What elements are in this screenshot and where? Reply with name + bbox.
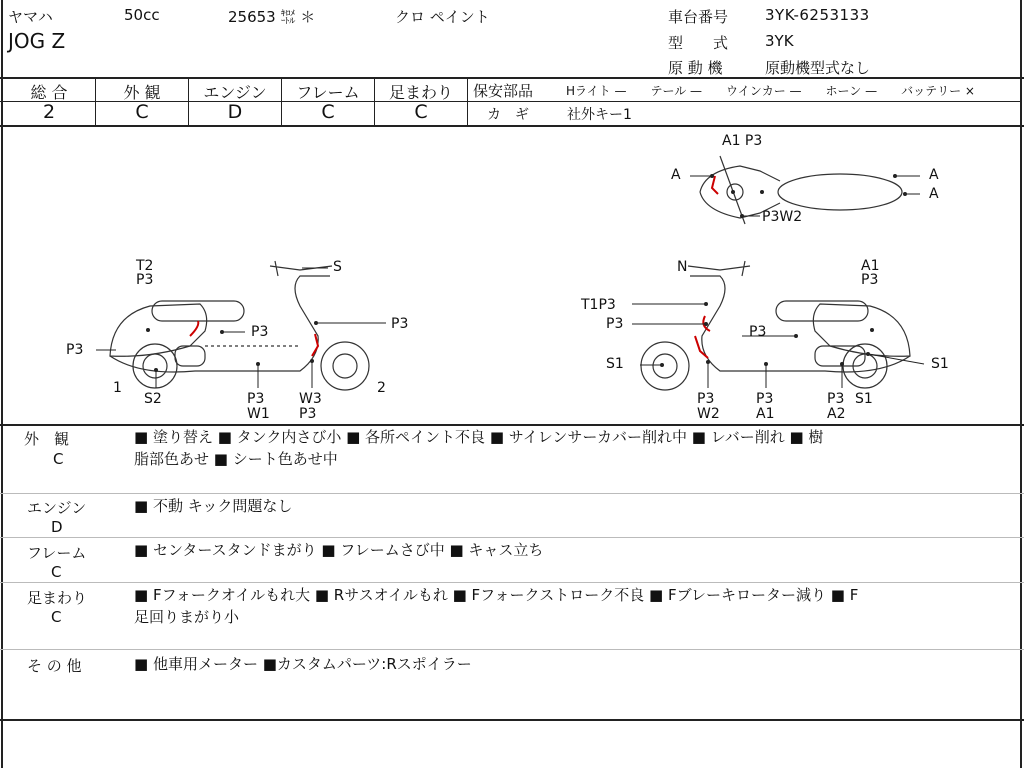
- section-line1-other: ■ 他車用メーター ■カスタムパーツ:Rスポイラー: [134, 655, 472, 673]
- grade-header-suspension: 足まわり: [388, 83, 453, 102]
- mileage: 25653 ㌖ ＊: [228, 8, 316, 26]
- diagram-label: P3: [391, 316, 409, 332]
- diagram-label: A1: [861, 258, 880, 274]
- engine-label: 原 動 機: [668, 59, 723, 77]
- diagram-label: A: [929, 167, 939, 183]
- diagram-label: P3: [749, 324, 767, 340]
- diagram-label: S1: [855, 391, 873, 407]
- key-value: 社外キー1: [567, 107, 632, 123]
- section-title-other: そ の 他: [27, 657, 82, 675]
- diagram-label: N: [677, 259, 688, 275]
- engine-value: 原動機型式なし: [765, 59, 871, 77]
- section-grade-exterior: C: [53, 450, 64, 468]
- diagram-label: 2: [377, 380, 386, 396]
- diagram-label: P3: [136, 272, 154, 288]
- diagram-label: P3: [251, 324, 269, 340]
- grade-engine: D: [227, 101, 243, 123]
- diagram-label: P3: [861, 272, 879, 288]
- grade-header-engine: エンジン: [203, 83, 267, 102]
- chassis-label: 車台番号: [668, 8, 729, 26]
- grade-header-exterior: 外 観: [123, 83, 161, 102]
- diagram-label: A: [929, 186, 939, 202]
- section-line2-exterior: 脂部色あせ ■ シート色あせ中: [134, 450, 338, 468]
- section-line1-exterior: ■ 塗り替え ■ タンク内さび小 ■ 各所ペイント不良 ■ サイレンサーカバー削れ中 ■ レバー削れ ■ 樹: [134, 428, 824, 446]
- diagram-label: A1: [756, 406, 775, 422]
- section-line2-suspension: 足回りまがり小: [134, 608, 240, 626]
- type-value: 3YK: [765, 32, 794, 50]
- diagram-label: T1P3: [581, 297, 616, 313]
- key-label: カ ギ: [487, 107, 529, 123]
- section-grade-suspension: C: [51, 608, 62, 626]
- diagram-label: P3W2: [762, 209, 803, 225]
- color: クロ ペイント: [395, 8, 490, 26]
- diagram-label: P3: [827, 391, 845, 407]
- section-line1-suspension: ■ Fフォークオイルもれ大 ■ Rサスオイルもれ ■ Fフォークストローク不良 ■ Fブレーキローター減り ■ F: [134, 586, 859, 604]
- diagram-label: P3: [299, 406, 317, 422]
- diagram-label: A2: [827, 406, 846, 422]
- diagram-label: P3: [606, 316, 624, 332]
- diagram-label: S2: [144, 391, 162, 407]
- diagram-label: W2: [697, 406, 720, 422]
- diagram-label: S1: [931, 356, 949, 372]
- diagram-label: P3: [756, 391, 774, 407]
- type-label: 型 式: [668, 34, 729, 52]
- diagram-label: A1 P3: [722, 133, 763, 149]
- section-line1-engine: ■ 不動 キック問題なし: [134, 497, 293, 515]
- diagram-label: P3: [247, 391, 265, 407]
- grade-exterior: C: [135, 101, 149, 123]
- diagram-label: T2: [136, 258, 154, 274]
- grade-suspension: C: [414, 101, 428, 123]
- section-title-suspension: 足まわり: [27, 589, 88, 607]
- section-grade-frame: C: [51, 563, 62, 581]
- grade-overall: 2: [42, 101, 56, 123]
- section-grade-engine: D: [51, 518, 63, 536]
- diagram-label: P3: [697, 391, 715, 407]
- diagram-label: S1: [606, 356, 624, 372]
- section-title-frame: フレーム: [27, 544, 87, 562]
- diagram-label: S: [333, 259, 342, 275]
- diagram-label: W1: [247, 406, 270, 422]
- diagram-label: A: [671, 167, 681, 183]
- displacement: 50cc: [124, 6, 160, 24]
- grade-frame: C: [321, 101, 335, 123]
- section-title-engine: エンジン: [27, 499, 87, 517]
- section-line1-frame: ■ センタースタンドまがり ■ フレームさび中 ■ キャス立ち: [134, 541, 544, 559]
- safety-items: Hライト — テール — ウインカー — ホーン — バッテリー ×: [566, 84, 975, 98]
- diagram-label: 1: [113, 380, 122, 396]
- chassis-value: 3YK-6253133: [765, 6, 870, 24]
- grade-header-overall: 総 合: [30, 83, 68, 102]
- model-name: JOG Z: [8, 29, 66, 53]
- section-title-exterior: 外 観: [24, 430, 70, 448]
- safety-label: 保安部品: [473, 82, 534, 100]
- grade-header-frame: フレーム: [296, 83, 360, 102]
- maker-name: ヤマハ: [8, 8, 53, 26]
- diagram-label: W3: [299, 391, 322, 407]
- diagram-label: P3: [66, 342, 84, 358]
